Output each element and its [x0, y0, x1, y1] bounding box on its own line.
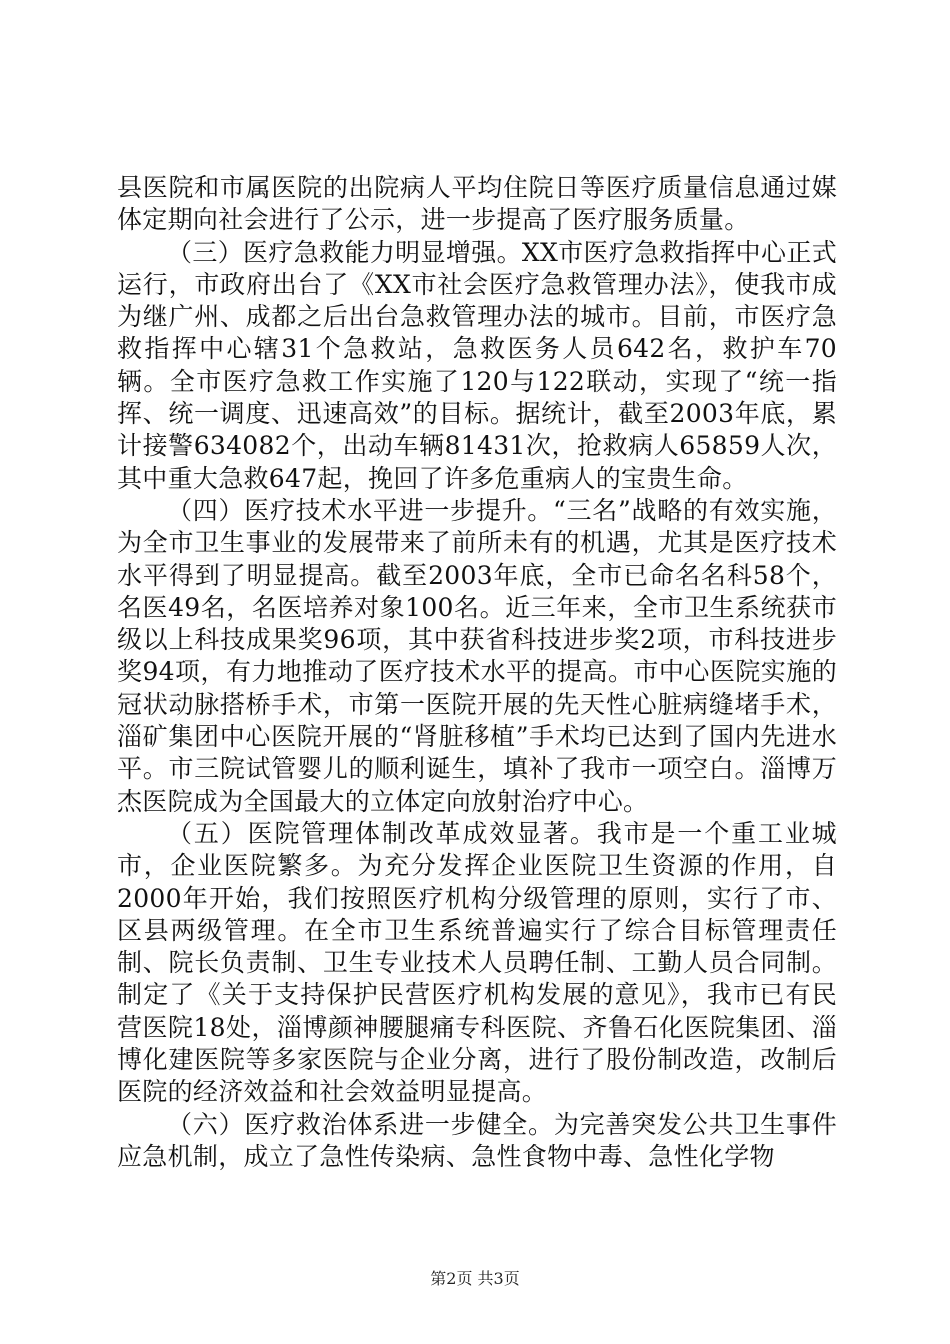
document-body: [117, 172, 837, 1173]
paragraph-4: （五）医院管理体制改革成效显著。我市是一个重工业城市，企业医院繁多。为充分发挥企业医院卫生资源的作用，自2000年开始，我们按照医疗机构分级管理的原则，实行了市、区县两级管理。在全市卫生系统普遍实行了综合目标管理责任制、院长负责制、卫生专业技术人员聘任制、工勤人员合同制。制定了《关于支持保护民营医疗机构发展的意见》，我市已有民营医院18处，淄博颜神腰腿痛专科医院、齐鲁石化医院集团、淄博化建医院等多家医院与企业分离，进行了股份制改造，改制后医院的经济效益和社会效益明显提高。: [117, 818, 837, 1107]
paragraph-1: 县医院和市属医院的出院病人平均住院日等医疗质量信息通过媒体定期向社会进行了公示，进一步提高了医疗服务质量。: [117, 173, 837, 235]
paragraph-5: （六）医疗救治体系进一步健全。为完善突发公共卫生事件应急机制，成立了急性传染病、急性食物中毒、急性化学物: [117, 1109, 837, 1171]
page-number-footer: 第2页 共3页: [430, 1269, 520, 1288]
paragraph-2: （三）医疗急救能力明显增强。XX市医疗急救指挥中心正式运行，市政府出台了《XX市社会医疗急救管理办法》，使我市成为继广州、成都之后出台急救管理办法的城市。目前，市医疗急救指挥中心辖31个急救站，急救医务人员642名，救护车70辆。全市医疗急救工作实施了120与122联动，实现了“统一指挥、统一调度、迅速高效”的目标。据统计，截至2003年底，累计接警634082个，出动车辆81431次，抢救病人65859人次，其中重大急救647起，挽回了许多危重病人的宝贵生命。: [117, 237, 837, 493]
paragraph-3: （四）医疗技术水平进一步提升。“三名”战略的有效实施，为全市卫生事业的发展带来了前所未有的机遇，尤其是医疗技术水平得到了明显提高。截至2003年底，全市已命名名科58个，名医49名，名医培养对象100名。近三年来，全市卫生系统获市级以上科技成果奖96项，其中获省科技进步奖2项，市科技进步奖94项，有力地推动了医疗技术水平的提高。市中心医院实施的冠状动脉搭桥手术，市第一医院开展的先天性心脏病缝堵手术，淄矿集团中心医院开展的“肾脏移植”手术均已达到了国内先进水平。市三院试管婴儿的顺利诞生，填补了我市一项空白。淄博万杰医院成为全国最大的立体定向放射治疗中心。: [117, 495, 837, 816]
